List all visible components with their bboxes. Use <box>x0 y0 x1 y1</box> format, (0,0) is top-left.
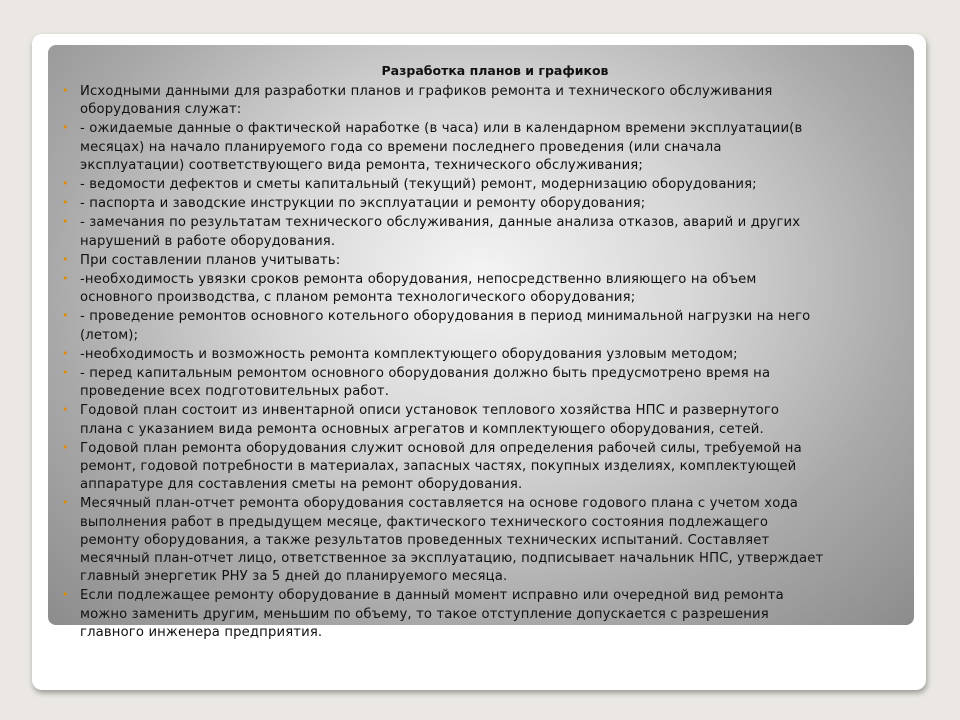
bullet-marker-icon: • <box>62 84 69 97</box>
bullet-item <box>62 214 908 250</box>
bullet-marker-icon: • <box>62 121 69 135</box>
bullet-item <box>62 587 908 642</box>
bullet-text: - проведение ремонтов основного котельного оборудования в период минимальной нагрузки на него (летом); <box>80 309 811 343</box>
bullet-marker-icon: • <box>62 403 69 417</box>
bullet-marker-icon: • <box>62 252 69 266</box>
bullet-marker-icon: • <box>62 496 69 510</box>
bullet-marker-icon: • <box>62 309 69 323</box>
bullet-item <box>62 308 908 344</box>
slide-title: Разработка планов и графиков <box>381 63 609 78</box>
bullet-text: Исходными данными для разработки планов и графиков ремонта и технического обслуживания оборудования служат: <box>80 84 773 118</box>
bullet-item <box>62 440 908 495</box>
bullet-item <box>62 495 908 586</box>
bullet-item <box>62 271 908 307</box>
bullet-text: - замечания по результатам технического обслуживания, данные анализа отказов, аварий и других нарушений в работе оборудования. <box>80 215 801 249</box>
bullet-text: -необходимость увязки сроков ремонта оборудования, непосредственно влияющего на объем основного производства, с планом ремонта технологического оборудования; <box>80 272 757 306</box>
bullet-item <box>62 120 908 175</box>
bullet-item <box>62 195 908 213</box>
bullet-item <box>62 402 908 438</box>
bullet-item <box>62 346 908 364</box>
bullet-marker-icon: • <box>62 366 69 380</box>
bullet-item <box>62 176 908 194</box>
bullet-text: Годовой план состоит из инвентарной описи установок теплового хозяйства НПС и развернутого плана с указанием вида ремонта основных агрегатов и комплектующего оборудования, сетей. <box>80 403 780 437</box>
bullet-text: Годовой план ремонта оборудования служит основой для определения рабочей силы, требуемой на ремонт, годовой потребности в материалах, запасных частях, покупных изделиях, комплектующей аппаратуре для составления сметы на ремонт оборудования. <box>80 440 802 493</box>
bullet-marker-icon: • <box>62 196 69 210</box>
bullet-text: При составлении планов учитывать: <box>80 252 341 268</box>
bullet-item <box>62 365 908 401</box>
bullet-marker-icon: • <box>62 588 69 602</box>
bullet-marker-icon: • <box>62 272 69 286</box>
bullet-text: - ожидаемые данные о фактической наработке (в часа) или в календарном времени эксплуатации(в месяцах) на начало планируемого года со времени последнего проведения (или сначала эксплуатации) соответствующего вида ремонта, технического обслуживания; <box>80 121 803 173</box>
bullet-text: - ведомости дефектов и сметы капитальный (текущий) ремонт, модернизацию оборудования; <box>80 177 757 193</box>
bullet-marker-icon: • <box>62 215 69 229</box>
bullet-text: -необходимость и возможность ремонта комплектующего оборудования узловым методом; <box>80 346 738 362</box>
bullet-marker-icon: • <box>62 440 69 454</box>
bullet-text: - перед капитальным ремонтом основного оборудования должно быть предусмотрено время на проведение всех подготовительных работ. <box>80 366 771 400</box>
bullet-marker-icon: • <box>62 177 69 191</box>
bullet-item <box>62 252 908 270</box>
bullet-list <box>62 83 908 642</box>
bullet-text: Если подлежащее ремонту оборудование в данный момент исправно или очередной вид ремонта можно заменить другим, меньшим по объему, то такое отступление допускается с разрешения главного инженера предприятия. <box>80 588 784 640</box>
bullet-item <box>62 83 908 119</box>
bullet-text: Месячный план-отчет ремонта оборудования составляется на основе годового плана с учетом хода выполнения работ в предыдущем месяце, фактического технического состояния подлежащего ремонту оборудования, а также результатов проведенных технических испытаний. Составляет месячный план-отчет лицо, ответственное за эксплуатацию, подписывает начальник НПС, утверждает главный энергетик РНУ за 5 дней до планируемого месяца. <box>80 496 824 585</box>
bullet-marker-icon: • <box>62 346 69 360</box>
bullet-text: - паспорта и заводские инструкции по эксплуатации и ремонту оборудования; <box>80 196 646 212</box>
slide-text-block <box>62 63 908 643</box>
